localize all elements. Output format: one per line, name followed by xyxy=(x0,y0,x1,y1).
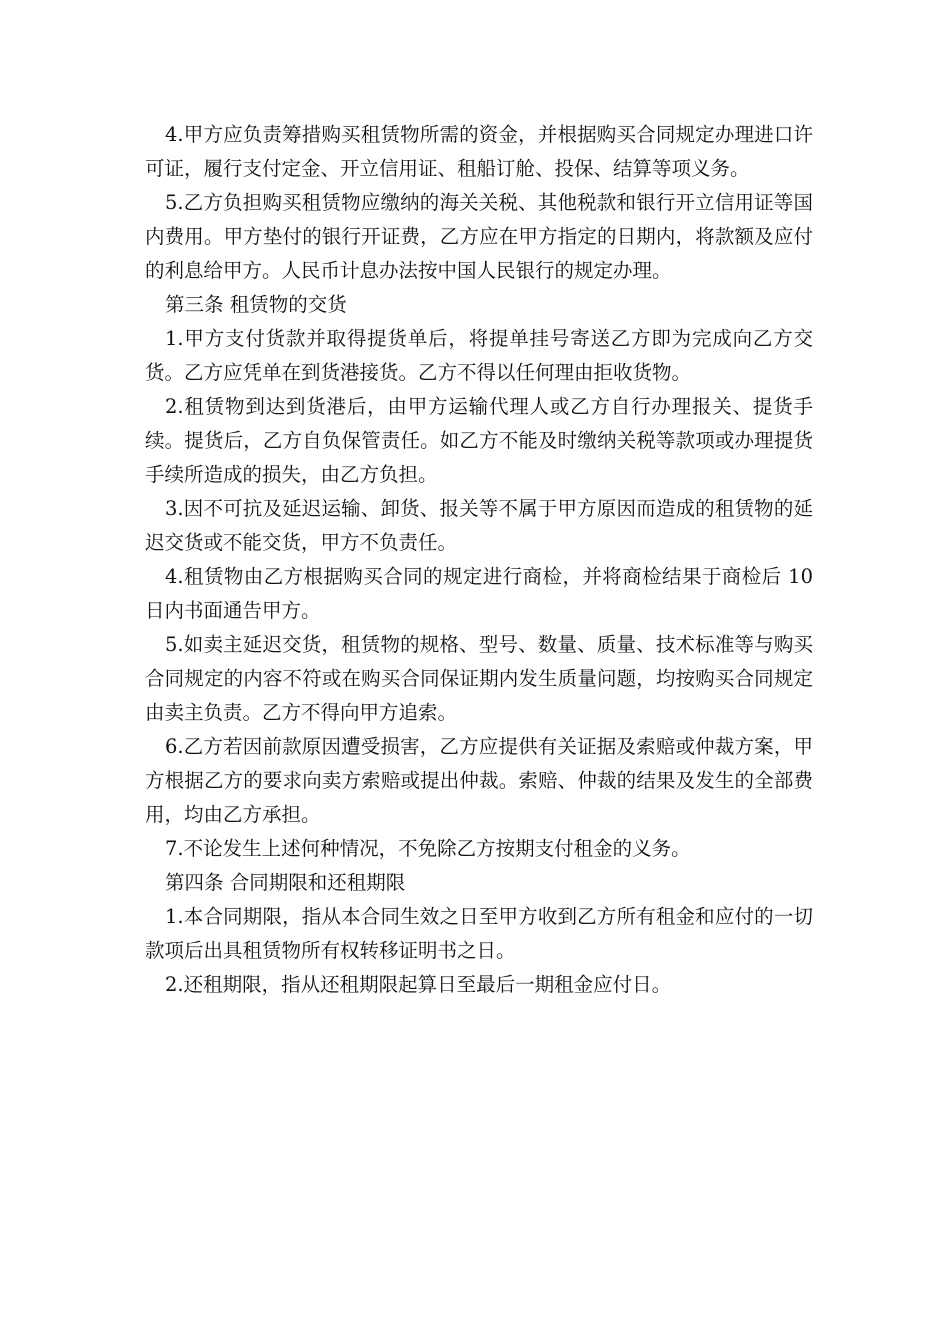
clause-3-item-4: 4.租赁物由乙方根据购买合同的规定进行商检，并将商检结果于商检后 10 日内书面通告甲方。 xyxy=(145,565,813,622)
clause-3-item-7: 7.不论发生上述何种情况，不免除乙方按期支付租金的义务。 xyxy=(165,837,691,860)
clause-3-item-6: 6.乙方若因前款原因遭受损害，乙方应提供有关证据及索赔或仲裁方案，甲方根据乙方的要求向卖方索赔或提出仲裁。索赔、仲裁的结果及发生的全部费用，均由乙方承担。 xyxy=(145,735,813,826)
clause-2-item-5: 5.乙方负担购买租赁物应缴纳的海关关税、其他税款和银行开立信用证等国内费用。甲方垫付的银行开证费，乙方应在甲方指定的日期内，将款额及应付的利息给甲方。人民币计息办法按中国人民银行的规定办理。 xyxy=(145,191,813,282)
clause-3-item-3: 3.因不可抗及延迟运输、卸货、报关等不属于甲方原因而造成的租赁物的延迟交货或不能交货，甲方不负责任。 xyxy=(145,497,813,554)
clause-4-item-2: 2.还租期限，指从还租期限起算日至最后一期租金应付日。 xyxy=(165,973,672,996)
clause-3-item-1: 1.甲方支付货款并取得提货单后，将提单挂号寄送乙方即为完成向乙方交货。乙方应凭单在到货港接货。乙方不得以任何理由拒收货物。 xyxy=(145,327,813,384)
section-heading-article-3: 第三条 租赁物的交货 xyxy=(165,293,347,316)
document-body xyxy=(145,118,813,1002)
clause-2-item-4: 4.甲方应负责筹措购买租赁物所需的资金，并根据购买合同规定办理进口许可证，履行支付定金、开立信用证、租船订舱、投保、结算等项义务。 xyxy=(145,123,813,180)
section-heading-article-4: 第四条 合同期限和还租期限 xyxy=(165,871,406,894)
clause-4-item-1: 1.本合同期限，指从本合同生效之日至甲方收到乙方所有租金和应付的一切款项后出具租赁物所有权转移证明书之日。 xyxy=(145,905,813,962)
clause-3-item-5: 5.如卖主延迟交货，租赁物的规格、型号、数量、质量、技术标准等与购买合同规定的内容不符或在购买合同保证期内发生质量问题，均按购买合同规定由卖主负责。乙方不得向甲方追索。 xyxy=(145,633,813,724)
clause-3-item-2: 2.租赁物到达到货港后，由甲方运输代理人或乙方自行办理报关、提货手续。提货后，乙方自负保管责任。如乙方不能及时缴纳关税等款项或办理提货手续所造成的损失，由乙方负担。 xyxy=(145,395,813,486)
